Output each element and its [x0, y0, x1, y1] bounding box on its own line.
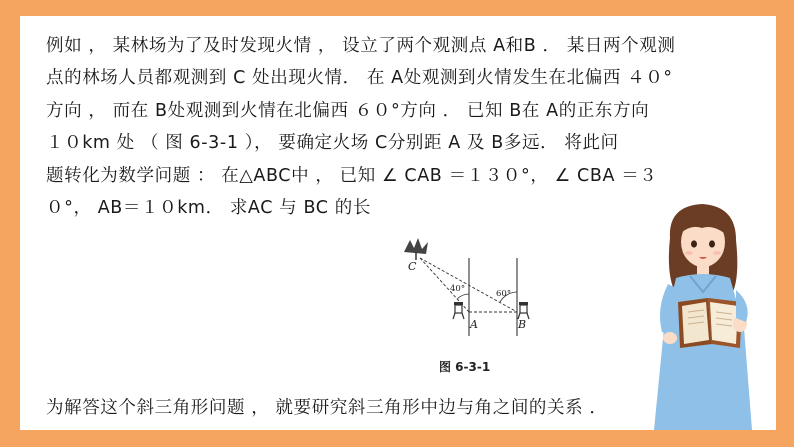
paragraph-line: 题转化为数学问题 ： 在△ABC中 ， 已知 ∠ CAB ＝１３０°， ∠ CBA ＝３ [46, 165, 658, 186]
paragraph-line: 方向 ， 而在 B处观测到火情在北偏西 ６０°方向 ． 已知 B在 A的正东方向 [46, 100, 650, 121]
tree-icon [404, 238, 428, 260]
angle-a-label: 40° [450, 284, 466, 294]
watchtower-icon [518, 302, 529, 319]
paragraph-line: 点的林场人员都观测到 C 处出现火情． 在 A处观测到火情发生在北偏西 ４０° [46, 68, 673, 89]
figure-diagram [396, 236, 546, 346]
label-b: B [518, 318, 527, 331]
paragraph-line: １０km 处 （ 图 6-3-1 ）， 要确定火场 C分别距 A 及 B多远． 将此问 [46, 133, 619, 154]
figure-caption: 图 6-3-1 [439, 360, 491, 374]
bottom-text: 为解答这个斜三角形问题 ， 就要研究斜三角形中边与角之间的关系 ． [46, 398, 608, 418]
paragraph-line: 例如 ， 某林场为了及时发现火情 ， 设立了两个观测点 A和B ． 某日两个观测 [46, 36, 676, 56]
label-a: A [470, 318, 478, 331]
label-c: C [408, 260, 417, 273]
paragraph-line: ０°， AB＝１０km． 求AC 与 BC 的长 [46, 198, 371, 219]
problem-paragraph [46, 30, 756, 224]
watchtower-icon [453, 302, 464, 319]
angle-b-label: 60° [496, 289, 512, 299]
teacher-illustration [640, 198, 770, 430]
